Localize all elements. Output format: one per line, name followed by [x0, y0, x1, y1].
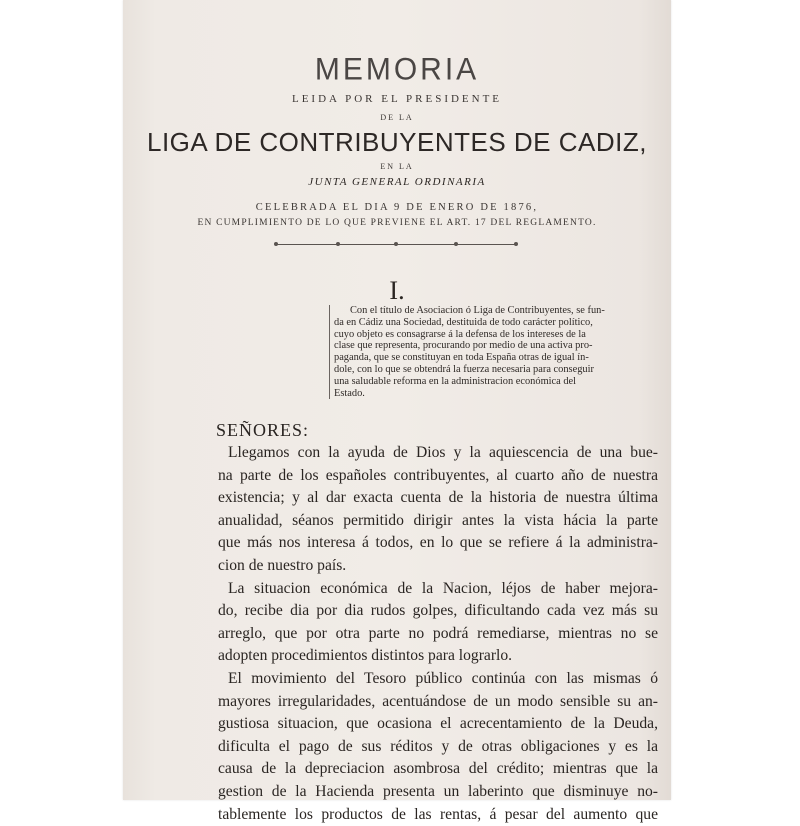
date-line: CELEBRADA EL DIA 9 DE ENERO DE 1876,: [123, 202, 671, 213]
summary-line: clase que representa, procurando por medio de una activa pro-: [334, 340, 636, 352]
subtitle-leida: LEIDA POR EL PRESIDENTE: [123, 93, 671, 105]
summary-line: da en Cádiz una Sociedad, destituida de todo carácter político,: [334, 317, 636, 329]
body-line: na parte de los españoles contribuyentes, al cuarto año de nuestra: [218, 465, 658, 488]
body-line: existencia; y al dar exacta cuenta de la historia de nuestra última: [218, 487, 658, 510]
summary-line: Con el título de Asociacion ó Liga de Contribuyentes, se fun-: [334, 305, 636, 317]
body-line: que más nos interesa á todos, en lo que se refiere á la administra-: [218, 532, 658, 555]
summary-line: una saludable reforma en la administracion económica del: [334, 376, 636, 388]
body-line: tablemente los productos de las rentas, á pesar del aumento que: [218, 804, 658, 826]
body-line: arreglo, que por otra parte no podrá remediarse, mientras no se: [218, 623, 658, 646]
body-line: gustiosa situacion, que ocasiona el acrecentamiento de la Deuda,: [218, 713, 658, 736]
body-line: gestion de la Hacienda presenta un laberinto que disminuye no-: [218, 781, 658, 804]
body-line: causa de la depreciacion asombrosa del crédito; mientras que la: [218, 758, 658, 781]
document-title: MEMORIA: [123, 52, 671, 88]
subtitle-de-la: DE LA: [123, 113, 671, 122]
subtitle-en-la: EN LA: [123, 162, 671, 171]
document-page: [123, 0, 671, 800]
salutation: SEÑORES:: [216, 420, 309, 441]
summary-line: Estado.: [334, 388, 636, 400]
ornamental-divider: [276, 244, 516, 245]
meeting-name: JUNTA GENERAL ORDINARIA: [123, 176, 671, 188]
compliance-line: EN CUMPLIMIENTO DE LO QUE PREVIENE EL ART. 17 DEL REGLAMENTO.: [123, 218, 671, 228]
body-text: [218, 442, 658, 826]
body-line: El movimiento del Tesoro público continúa con las mismas ó: [218, 668, 658, 691]
body-line: cion de nuestro país.: [218, 555, 658, 578]
section-summary: [329, 305, 636, 399]
section-number: I.: [123, 276, 671, 306]
body-line: Llegamos con la ayuda de Dios y la aquiescencia de una bue-: [218, 442, 658, 465]
summary-line: cuyo objeto es consagrarse á la defensa de los intereses de la: [334, 329, 636, 341]
summary-line: paganda, que se constituyan en toda España otras de igual ín-: [334, 352, 636, 364]
body-line: La situacion económica de la Nacion, léjos de haber mejora-: [218, 578, 658, 601]
body-line: dificulta el pago de sus réditos y de otras obligaciones y es la: [218, 736, 658, 759]
organization-name: LIGA DE CONTRIBUYENTES DE CADIZ,: [123, 127, 671, 158]
body-line: adopten procedimientos distintos para lograrlo.: [218, 645, 658, 668]
body-line: do, recibe dia por dia rudos golpes, dificultando cada vez más su: [218, 600, 658, 623]
summary-line: dole, con lo que se obtendrá la fuerza necesaria para conseguir: [334, 364, 636, 376]
body-line: anualidad, séanos permitido dirigir antes la vista hácia la parte: [218, 510, 658, 533]
body-line: mayores irregularidades, acentuándose de un modo sensible su an-: [218, 691, 658, 714]
